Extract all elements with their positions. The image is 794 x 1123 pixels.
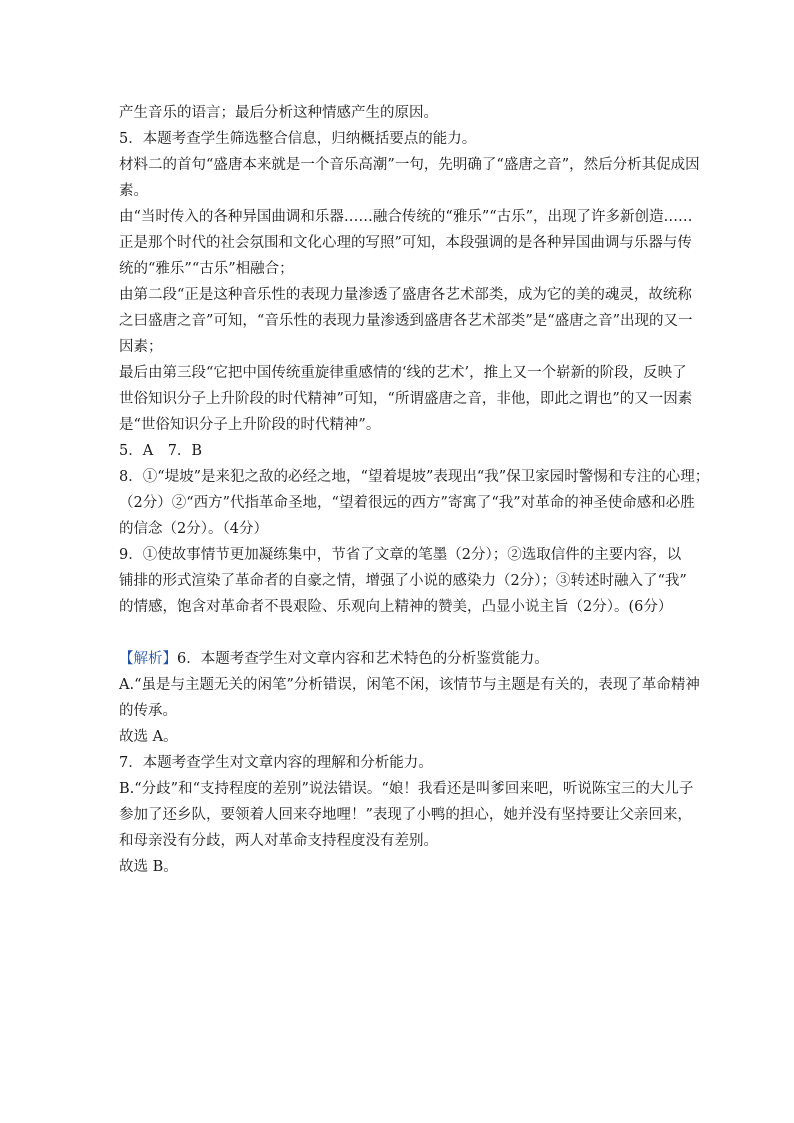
text-line: 素。	[119, 183, 148, 199]
text-line: 的传承。	[119, 703, 177, 719]
text-line: 因素；	[119, 339, 163, 355]
analysis-heading-line	[119, 646, 679, 672]
text-line: 9．①使故事情节更加凝练集中，节省了文章的笔墨（2分）；②选取信件的主要内容，以	[119, 547, 682, 563]
analysis-tag: 【解析】	[119, 651, 177, 667]
paragraph-gap	[119, 620, 679, 646]
analysis-first-line: 6．本题考查学生对文章内容和艺术特色的分析鉴赏能力。	[177, 651, 549, 667]
text-line: 参加了还乡队，要领着人回来夺地哩！”表现了小鸭的担心，她并没有坚持要让父亲回来，	[119, 807, 692, 823]
text-line: 正是那个时代的社会氛围和文化心理的写照”可知，本段强调的是各种异国曲调与乐器与传	[119, 235, 692, 251]
text-line: 故选 A。	[119, 729, 178, 745]
text-line: 最后由第三段“它把中国传统重旋律重感情的‘线的艺术’，推上又一个崭新的阶段，反映了	[119, 365, 687, 381]
text-line: （2分）②“西方”代指革命圣地，“望着很远的西方”寄寓了“我”对革命的神圣使命感和必胜	[119, 495, 695, 511]
text-line: 世俗知识分子上升阶段的时代精神”可知，“所谓盛唐之音，非他，即此之谓也”的又一因素	[119, 391, 693, 407]
text-line: 铺排的形式渲染了革命者的自豪之情，增强了小说的感染力（2分）；③转述时融入了“我”	[119, 573, 687, 589]
text-line: 产生音乐的语言；最后分析这种情感产生的原因。	[119, 105, 438, 121]
text-line: 故选 B。	[119, 859, 178, 875]
text-line: 由第二段“正是这种音乐性的表现力量渗透了盛唐各艺术部类，成为它的美的魂灵，故统称	[119, 287, 692, 303]
text-line: 材料二的首句“盛唐本来就是一个音乐高潮”一句，先明确了“盛唐之音”，然后分析其促成因	[119, 157, 700, 173]
text-line: 由“当时传入的各种异国曲调和乐器……融合传统的“雅乐”“古乐”，出现了许多新创造……	[119, 209, 693, 225]
text-line: 统的“雅乐”“古乐”相融合；	[119, 261, 294, 277]
text-line: 是“世俗知识分子上升阶段的时代精神”。	[119, 417, 381, 433]
document-body	[119, 100, 710, 880]
answer-line: 5．A 7．B	[119, 443, 203, 459]
text-line: B.“分歧”和“支持程度的差别”说法错误。“娘！我看还是叫爹回来吧，听说陈宝三的大儿子	[119, 781, 694, 797]
text-line: 5．本题考查学生筛选整合信息，归纳概括要点的能力。	[119, 131, 477, 147]
text-line: 8．①“堤坡”是来犯之敌的必经之地，“望着堤坡”表现出“我”保卫家园时警惕和专注的心理；	[119, 469, 710, 485]
text-line: A.“虽是与主题无关的闲笔”分析错误，闲笔不闲，该情节与主题是有关的，表现了革命精神	[119, 677, 700, 693]
text-line: 和母亲没有分歧，两人对革命支持程度没有差别。	[119, 833, 438, 849]
text-line: 7．本题考查学生对文章内容的理解和分析能力。	[119, 755, 433, 771]
text-line: 的情感，饱含对革命者不畏艰险、乐观向上精神的赞美，凸显小说主旨（2分）。(6分）	[119, 599, 673, 615]
text-line: 的信念（2分）。（4分）	[119, 521, 268, 537]
text-line: 之曰盛唐之音”可知，“音乐性的表现力量渗透到盛唐各艺术部类”是“盛唐之音”出现的又一	[119, 313, 693, 329]
